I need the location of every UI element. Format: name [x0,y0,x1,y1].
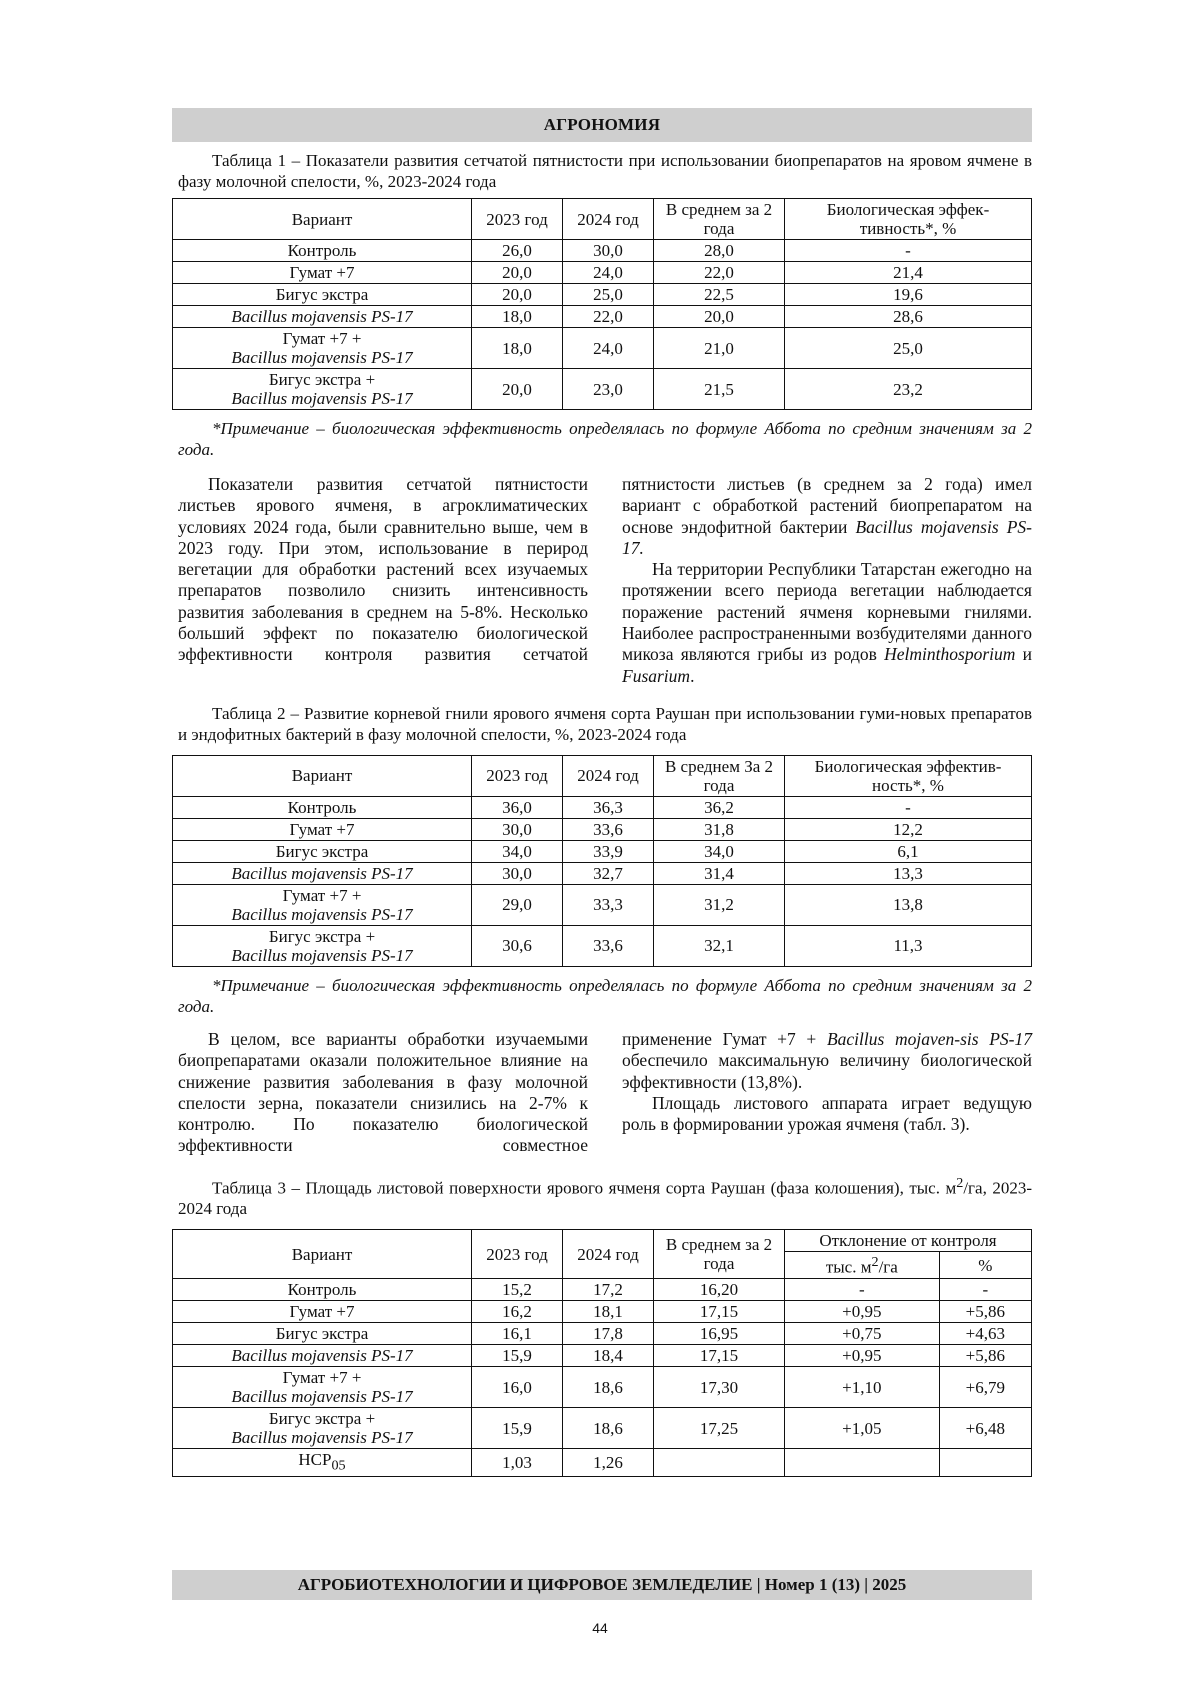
value-cell: 17,30 [654,1367,785,1408]
value-cell: 23,0 [563,369,654,410]
paragraph: Показатели развития сетчатой пятнистости листьев ярового ячменя, в агроклиматических условиях 2024 года, были сравнительно выше, чем в 2023 году. При этом, использование в перирод вегетации для обработки растений всех изучаемых препаратов позволило снизить интенсивность развития заболевания в среднем на 5-8%. Несколько больший эффект по показателю биологической эффективности контроля развития сетчатой [178,474,588,665]
value-cell: 36,3 [563,796,654,818]
table3-caption [178,1173,1032,1220]
page-number: 44 [592,1620,608,1636]
variant-name: Гумат +7 [289,1302,355,1322]
value-cell: 21,0 [654,328,785,369]
table-row [173,306,1032,328]
variant-name-line2: Bacillus mojavensis PS-17 [231,1387,413,1407]
variant-name-line2: Bacillus mojavensis PS-17 [231,945,413,965]
table1-note: *Примечание – биологическая эффективность определялась по формуле Аббота по средним значениям за 2 года. [178,419,1032,459]
value-cell: 32,7 [563,862,654,884]
value-cell: - [785,1279,940,1301]
table-row [173,862,1032,884]
lsd-label-subscript: 05 [331,1457,346,1474]
header-variant: Вариант [173,755,472,796]
value-cell: 30,0 [563,240,654,262]
value-cell: 12,2 [785,818,1032,840]
variant-name: Bacillus mojavensis PS-17 [231,307,413,326]
value-cell: 11,3 [785,925,1032,966]
lsd-2023: 1,03 [472,1449,563,1477]
variant-cell [173,1408,472,1449]
header-2023: 2023 год [472,199,563,240]
value-cell: 32,1 [654,925,785,966]
header-2023: 2023 год [472,755,563,796]
variant-name: Бигус экстра [275,841,369,861]
lsd-label [173,1449,472,1477]
variant-cell [173,884,472,925]
variant-name: Гумат +7 + [282,1368,362,1388]
table1-header-row [173,199,1032,240]
variant-cell [173,796,472,818]
value-cell: +4,63 [939,1323,1031,1345]
variant-name: Bacillus mojavensis PS-17 [231,1346,413,1366]
table-row [173,1323,1032,1345]
table1 [172,198,1032,410]
variant-name: Бигус экстра + [268,926,376,946]
caption-text: Таблица 3 – Площадь листовой поверхности ярового ячменя сорта Раушан (фаза колошения), тыс. м [212,1178,957,1198]
value-cell: 22,5 [654,284,785,306]
table-row [173,1279,1032,1301]
header-deviation: Отклонение от контроля [785,1230,1032,1252]
lsd-label-text: НСР [298,1450,332,1470]
header-efficiency: Биологическая эффектив-ность*, % [785,755,1032,796]
value-cell: 19,6 [785,284,1032,306]
table3 [172,1229,1032,1477]
section-header: АГРОНОМИЯ [172,108,1032,142]
variant-cell [173,1323,472,1345]
variant-cell [173,284,472,306]
value-cell: +0,95 [785,1345,940,1367]
table-row [173,1301,1032,1323]
header-average: В среднем за 2 года [654,1230,785,1279]
value-cell: 15,9 [472,1408,563,1449]
variant-cell [173,240,472,262]
table-row [173,369,1032,410]
table-row [173,1345,1032,1367]
text-block-2 [178,1029,1032,1157]
variant-name: Бигус экстра + [268,370,376,389]
value-cell: 31,8 [654,818,785,840]
variant-name: Контроль [287,797,357,817]
genus-name: Helminthosporium [884,644,1016,665]
value-cell: +6,79 [939,1367,1031,1408]
variant-name: Bacillus mojavensis PS-17 [231,863,413,883]
value-cell: +1,05 [785,1408,940,1449]
value-cell: 20,0 [472,369,563,410]
header-deviation-absolute [785,1252,940,1279]
table3-lsd-row [173,1449,1032,1477]
header-deviation-percent: % [939,1252,1031,1279]
value-cell: 16,20 [654,1279,785,1301]
header-efficiency: Биологическая эффек-тивность*, % [785,199,1032,240]
value-cell: 16,1 [472,1323,563,1345]
variant-cell [173,1301,472,1323]
variant-cell [173,1367,472,1408]
value-cell: 24,0 [563,328,654,369]
variant-cell [173,262,472,284]
paragraph: Площадь листового аппарата играет ведущую роль в формировании урожая ячменя (табл. 3). [622,1092,1032,1135]
text-column-right [622,1029,1032,1157]
value-cell: +1,10 [785,1367,940,1408]
value-cell: 18,0 [472,328,563,369]
value-cell: 17,25 [654,1408,785,1449]
variant-name: Гумат +7 + [282,885,362,905]
value-cell: 22,0 [654,262,785,284]
value-cell: - [939,1279,1031,1301]
variant-name-line2: Bacillus mojavensis PS-17 [231,1428,413,1448]
variant-name: Гумат +7 [289,819,355,839]
value-cell: +0,75 [785,1323,940,1345]
value-cell: 6,1 [785,840,1032,862]
table-row [173,262,1032,284]
value-cell: 34,0 [654,840,785,862]
caption-text: /га, 2023-2024 года [178,1178,1032,1219]
variant-cell [173,1279,472,1301]
value-cell: 18,6 [563,1367,654,1408]
paragraph-text: пятнистости листьев (в среднем за 2 года) имел вариант с обработкой растений биопрепаратом на основе эндофитной бактерии [622,474,1032,537]
table-row [173,1408,1032,1449]
paragraph-text: применение Гумат +7 + [622,1028,827,1049]
value-cell: 17,8 [563,1323,654,1345]
value-cell: 34,0 [472,840,563,862]
lsd-deviation-percent [939,1449,1031,1477]
variant-cell [173,925,472,966]
table-row [173,884,1032,925]
value-cell: 18,6 [563,1408,654,1449]
value-cell: +5,86 [939,1301,1031,1323]
header-text: /га [878,1258,898,1278]
value-cell: +6,48 [939,1408,1031,1449]
header-average: В среднем за 2 года [654,199,785,240]
lsd-2024: 1,26 [563,1449,654,1477]
table2-caption: Таблица 2 – Развитие корневой гнили ярового ячменя сорта Раушан при использовании гуми-новых препаратов и эндофитных бактерий в фазу молочной спелости, %, 2023-2024 года [178,703,1032,744]
value-cell: 16,2 [472,1301,563,1323]
species-name: Bacillus mojaven-sis PS-17 [826,1028,1033,1049]
header-text: тыс. м [825,1258,872,1278]
table1-body [173,240,1032,410]
table-row [173,240,1032,262]
value-cell: 28,6 [785,306,1032,328]
table-row [173,284,1032,306]
value-cell: 18,1 [563,1301,654,1323]
caption-superscript: 2 [956,1174,964,1191]
header-superscript: 2 [871,1254,879,1271]
table3-body [173,1279,1032,1449]
value-cell: - [785,796,1032,818]
variant-cell [173,1345,472,1367]
paragraph [622,1029,1032,1093]
header-2023: 2023 год [472,1230,563,1279]
paragraph-text: обеспечило максимальную величину биологической эффективности (13,8%). [622,1050,1032,1092]
table1-caption: Таблица 1 – Показатели развития сетчатой пятнистости при использовании биопрепаратов на яровом ячмене в фазу молочной спелости, %, 2023-2024 года [178,151,1032,191]
value-cell: 23,2 [785,369,1032,410]
variant-cell [173,328,472,369]
table-row [173,925,1032,966]
page-content [172,108,1032,1477]
header-average: В среднем За 2 года [654,755,785,796]
genus-name: Fusarium [622,665,691,686]
variant-name-line2: Bacillus mojavensis PS-17 [231,348,413,367]
value-cell: 15,9 [472,1345,563,1367]
value-cell: 13,8 [785,884,1032,925]
paragraph [622,474,1032,559]
value-cell: 13,3 [785,862,1032,884]
value-cell: - [785,240,1032,262]
value-cell: 31,2 [654,884,785,925]
table2-body [173,796,1032,966]
value-cell: 30,0 [472,818,563,840]
header-2024: 2024 год [563,1230,654,1279]
value-cell: 30,6 [472,925,563,966]
value-cell: 33,3 [563,884,654,925]
text-column-left [178,474,588,687]
value-cell: 26,0 [472,240,563,262]
value-cell: 21,5 [654,369,785,410]
variant-cell [173,369,472,410]
variant-cell [173,818,472,840]
paragraph [622,559,1032,687]
table-row [173,1367,1032,1408]
value-cell: 24,0 [563,262,654,284]
value-cell: 33,6 [563,925,654,966]
table2 [172,755,1032,967]
value-cell: 17,15 [654,1345,785,1367]
lsd-average [654,1449,785,1477]
text-column-left [178,1029,588,1157]
variant-name: Бигус экстра [275,285,369,304]
value-cell: 18,4 [563,1345,654,1367]
table-row [173,818,1032,840]
variant-name: Бигус экстра + [268,1409,376,1429]
value-cell: 20,0 [654,306,785,328]
value-cell: 28,0 [654,240,785,262]
header-2024: 2024 год [563,755,654,796]
species-name: Bacillus mojavensis PS-17. [622,516,1033,558]
variant-cell [173,306,472,328]
value-cell: +0,95 [785,1301,940,1323]
variant-name: Контроль [287,1280,357,1300]
value-cell: 25,0 [785,328,1032,369]
paragraph: В целом, все варианты обработки изучаемыми биопрепаратами оказали положительное влияние на снижение развития заболевания в фазу молочной спелости зерна, показатели снизились на 2-7% к контролю. По показателю биологической эффективности совместное [178,1028,588,1156]
value-cell: 18,0 [472,306,563,328]
value-cell: 20,0 [472,284,563,306]
value-cell: 25,0 [563,284,654,306]
journal-footer: АГРОБИОТЕХНОЛОГИИ И ЦИФРОВОЕ ЗЕМЛЕДЕЛИЕ | Номер 1 (13) | 2025 [172,1570,1032,1600]
value-cell: 33,6 [563,818,654,840]
value-cell: 36,2 [654,796,785,818]
variant-name: Гумат +7 + [282,329,362,348]
variant-name: Бигус экстра [275,1324,369,1344]
text-column-right [622,474,1032,687]
value-cell: 21,4 [785,262,1032,284]
lsd-deviation-absolute [785,1449,940,1477]
variant-name: Контроль [287,241,357,260]
table-row [173,328,1032,369]
variant-cell [173,840,472,862]
value-cell: +5,86 [939,1345,1031,1367]
value-cell: 29,0 [472,884,563,925]
value-cell: 16,95 [654,1323,785,1345]
text-block-1 [178,474,1032,687]
value-cell: 22,0 [563,306,654,328]
value-cell: 20,0 [472,262,563,284]
value-cell: 36,0 [472,796,563,818]
paragraph-text: и [1015,644,1032,665]
value-cell: 16,0 [472,1367,563,1408]
paragraph-text: . [690,665,695,686]
value-cell: 33,9 [563,840,654,862]
header-variant: Вариант [173,1230,472,1279]
paragraph-text: На территории Республики Татарстан ежегодно на протяжении всего периода вегетации наблюдается поражение растений ячменя корневыми гнилями. Наиболее распространенными возбудителями данного микоза являются грибы из родов [622,559,1032,665]
value-cell: 15,2 [472,1279,563,1301]
variant-name: Гумат +7 [289,263,355,282]
variant-name-line2: Bacillus mojavensis PS-17 [231,904,413,924]
variant-name-line2: Bacillus mojavensis PS-17 [231,389,413,408]
value-cell: 17,15 [654,1301,785,1323]
header-variant: Вариант [173,199,472,240]
table-row [173,840,1032,862]
table2-note: *Примечание – биологическая эффективность определялась по формуле Аббота по средним значениям за 2 года. [178,975,1032,1016]
table2-header-row [173,755,1032,796]
variant-cell [173,862,472,884]
table3-header-row [173,1230,1032,1252]
table-row [173,796,1032,818]
value-cell: 30,0 [472,862,563,884]
value-cell: 31,4 [654,862,785,884]
header-2024: 2024 год [563,199,654,240]
value-cell: 17,2 [563,1279,654,1301]
